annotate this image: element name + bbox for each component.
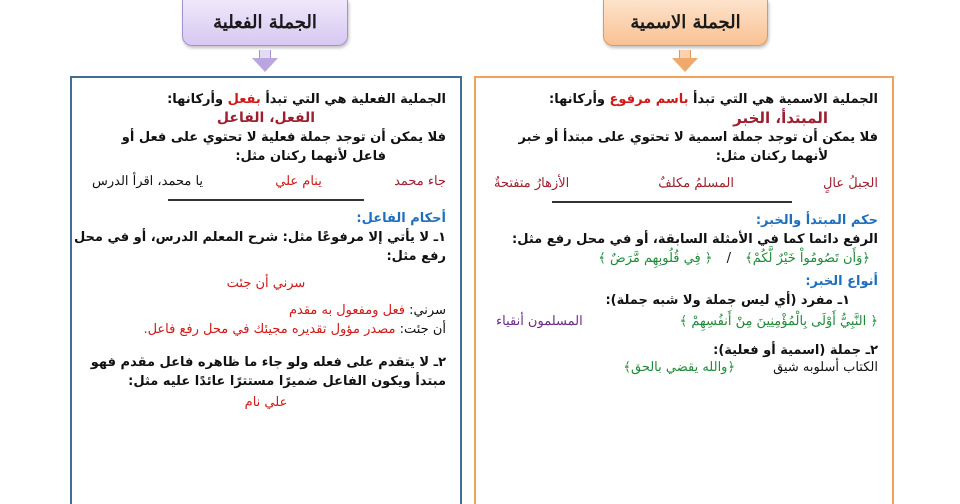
nominal-rule-text: الرفع دائما كما في الأمثلة السابقة، أو في محل رفع مثل: (512, 231, 878, 247)
verbal-header-text: الجملة الفعلية (213, 12, 317, 33)
example-item: المسلمون أنقياء (496, 313, 583, 329)
nominal-type2-title: ٢ـ جملة (اسمية أو فعلية): (713, 342, 878, 358)
verbal-pillars: الفعل، الفاعل (216, 110, 316, 126)
nominal-sentence-header (603, 0, 768, 46)
nominal-cannot-line1: فلا يمكن أن توجد جملة اسمية لا تحتوي على مبتدأ أو خبر (518, 130, 878, 145)
divider (552, 201, 792, 203)
verbal-cannot-line2: فاعل لأنهما ركنان مثل: (235, 149, 386, 164)
nominal-header-text: الجملة الاسمية (630, 12, 741, 33)
nominal-type1-title: ١ـ مفرد (أي ليس جملة ولا شبه جملة): (605, 292, 850, 308)
verbal-rules-title: أحكام الفاعل: (356, 210, 446, 226)
nominal-types-title: أنواع الخبر: (805, 273, 878, 289)
example-item: ينام علي (275, 174, 322, 189)
verbal-analysis2: أن جئت: مصدر مؤول تقديره مجيئك في محل رفع فاعل. (143, 321, 446, 337)
example-item: الكتاب أسلوبه شيق (773, 359, 878, 375)
verbal-sentence-header (182, 0, 348, 46)
nominal-type2-examples (488, 360, 878, 375)
verbal-rule2-example: علي نام (244, 394, 288, 410)
verbal-rule2-line2: مبتدأ ويكون الفاعل ضميرًا مستترًا عائدًا عليه مثل: (128, 373, 446, 389)
divider (168, 199, 364, 201)
example-item: الجبلُ عالٍ (822, 176, 878, 191)
nominal-rule-examples: ﴿وَأَن تَصُومُواْ خَيْرٌ لَّكُمْ﴾ / ﴿ فِي قُلُوبِهِم مَّرَضٌ ﴾ (598, 250, 870, 266)
example-item: جاء محمد (394, 174, 446, 189)
example-item: المسلمُ مكلفٌ (658, 176, 734, 191)
verbal-sentence-panel (70, 76, 462, 504)
verbal-rule2-line1: ٢ـ لا يتقدم على فعله ولو جاء ما ظاهره فاعل مقدم فهو (90, 354, 446, 370)
verbal-rule1-example: سرني أن جئت (226, 275, 306, 291)
verbal-cannot-line1: فلا يمكن أن توجد جملة فعلية لا تحتوي على فعل أو (121, 130, 446, 145)
example-item: يا محمد، اقرأ الدرس (92, 174, 204, 189)
nominal-examples (488, 176, 878, 191)
example-item: ﴿ النَّبِيُّ أَوْلَى بِالْمُؤْمِنِينَ مِنْ أَنفُسِهِمْ ﴾ (679, 313, 878, 329)
verbal-definition: الجملية الفعلية هي التي تبدأ بفعل وأركانها: (167, 92, 446, 107)
nominal-type1-examples (488, 314, 878, 329)
example-item: الأزهارُ متفتحةٌ (494, 176, 570, 191)
nominal-rule-title: حكم المبتدأ والخبر: (755, 212, 878, 228)
nominal-cannot-line2: لأنهما ركنان مثل: (715, 149, 828, 164)
verbal-definition-highlight: بفعل (227, 92, 261, 107)
nominal-definition: الجملية الاسمية هي التي تبدأ باسم مرفوع وأركانها: (549, 92, 878, 107)
nominal-definition-highlight: باسم مرفوع (609, 92, 689, 107)
example-item: ﴿والله يقضي بالحق﴾ (623, 359, 736, 375)
verbal-examples (86, 174, 446, 189)
nominal-sentence-panel (474, 76, 894, 504)
verbal-rule1-line2: رفع مثل: (386, 248, 446, 264)
nominal-pillars: المبتدأ، الخبر (733, 109, 828, 127)
verbal-analysis1: سرني: فعل ومفعول به مقدم (288, 302, 446, 318)
verbal-rule1-line1: ١ـ لا يأتي إلا مرفوعًا مثل: شرح المعلم الدرس، أو في محل (73, 229, 446, 245)
